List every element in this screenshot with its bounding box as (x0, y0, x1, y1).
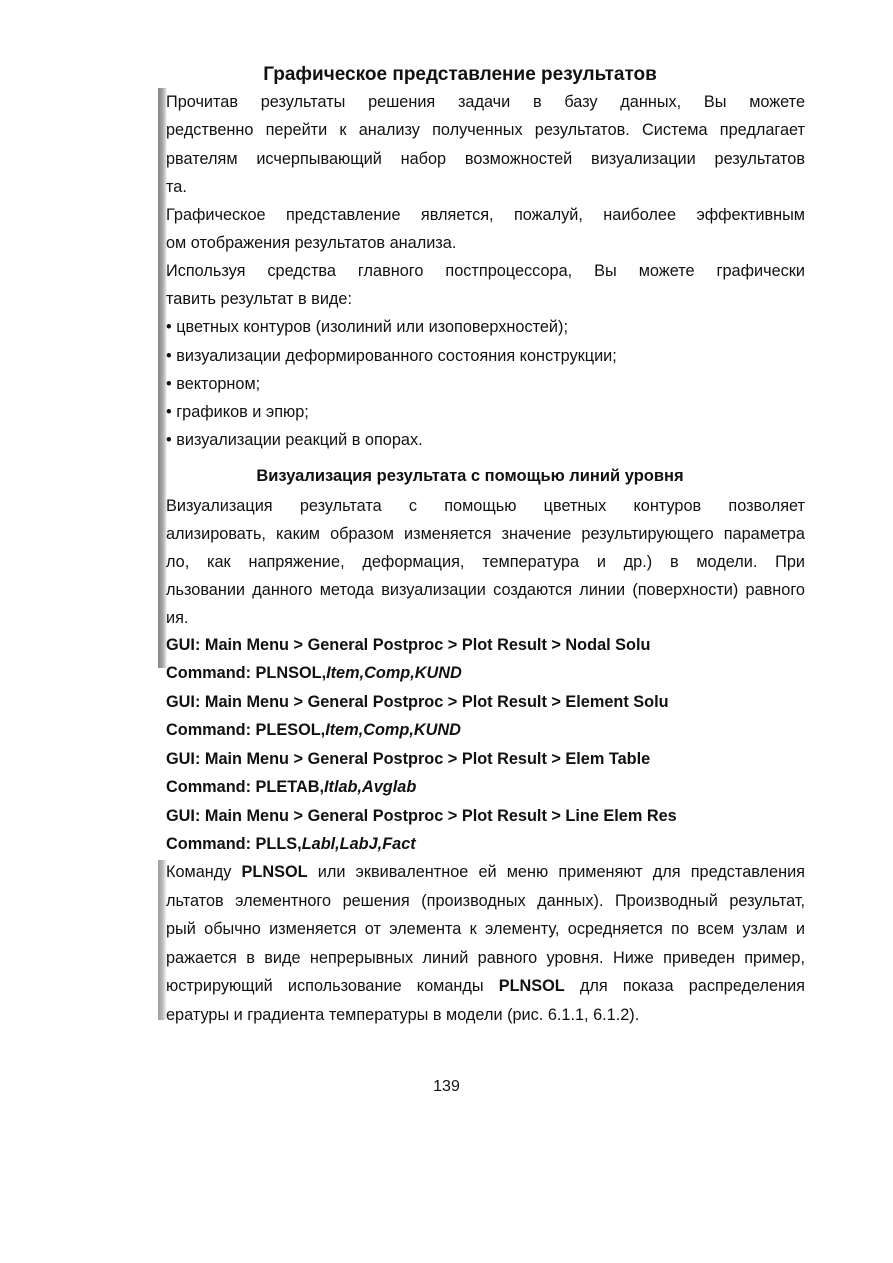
command-args: Item,Comp,KUND (325, 721, 461, 739)
paragraph-line: Графическое представление является, пожалуй, наиболее эффективным (166, 206, 805, 224)
list-item: • визуализации реакций в опорах. (166, 431, 423, 449)
command-args: Labl,LabJ,Fact (301, 835, 416, 853)
text-run: юстрирующий использование команды (166, 977, 499, 995)
scan-shadow-lower (158, 860, 167, 1020)
paragraph-line: льтатов элементного решения (производных данных). Производный результат, (166, 892, 805, 910)
command-line (166, 720, 805, 740)
command-args: Itlab,Avglab (324, 778, 417, 796)
command-line (166, 834, 805, 854)
list-item: • визуализации деформированного состояния конструкции; (166, 347, 617, 365)
paragraph-line: рый обычно изменяется от элемента к элементу, осредняется по всем узлам и (166, 920, 805, 938)
command-args: Item,Comp,KUND (326, 664, 462, 682)
paragraph-line: ло, как напряжение, деформация, температура и др.) в модели. При (166, 553, 805, 571)
paragraph-line: Прочитав результаты решения задачи в базу данных, Вы можете (166, 93, 805, 111)
gui-path: GUI: Main Menu > General Postproc > Plot Result > Elem Table (166, 750, 651, 768)
paragraph-line: ературы и градиента температуры в модели (рис. 6.1.1, 6.1.2). (166, 1006, 640, 1024)
command-name: Command: PLLS, (166, 835, 302, 853)
list-item: • графиков и эпюр; (166, 403, 309, 421)
text-run: или эквивалентное ей меню применяют для представления (307, 863, 805, 881)
paragraph-line: Визуализация результата с помощью цветных контуров позволяет (166, 497, 805, 515)
page-title: Графическое представление результатов (263, 64, 657, 85)
gui-path: GUI: Main Menu > General Postproc > Plot Result > Nodal Solu (166, 636, 651, 654)
command-ref: PLNSOL (498, 977, 565, 995)
paragraph-line: льзовании данного метода визуализации создаются линии (поверхности) равного (166, 581, 805, 599)
text-run: для показа распределения (564, 977, 805, 995)
paragraph-line (166, 976, 805, 996)
paragraph-line: ия. (166, 609, 189, 627)
gui-path: GUI: Main Menu > General Postproc > Plot Result > Element Solu (166, 693, 669, 711)
paragraph-line: ализировать, каким образом изменяется значение результирующего параметра (166, 525, 805, 543)
command-name: Command: PLETAB, (166, 778, 324, 796)
gui-path: GUI: Main Menu > General Postproc > Plot Result > Line Elem Res (166, 807, 677, 825)
paragraph-line: ражается в виде непрерывных линий равного уровня. Ниже приведен пример, (166, 949, 805, 967)
command-line (166, 777, 805, 797)
command-name: Command: PLESOL, (166, 721, 326, 739)
paragraph-line: ом отображения результатов анализа. (166, 234, 457, 252)
text-run: Команду (166, 863, 242, 881)
command-line (166, 663, 805, 683)
paragraph-line (166, 862, 805, 882)
list-item: • цветных контуров (изолиний или изоповерхностей); (166, 318, 568, 336)
list-item: • векторном; (166, 375, 261, 393)
section-title: Визуализация результата с помощью линий уровня (256, 467, 684, 485)
paragraph-line: рвателям исчерпывающий набор возможностей визуализации результатов (166, 150, 805, 168)
page-number: 139 (433, 1078, 460, 1095)
command-name: Command: PLNSOL, (166, 664, 327, 682)
paragraph-line: та. (166, 178, 187, 196)
command-ref: PLNSOL (241, 863, 308, 881)
paragraph-line: тавить результат в виде: (166, 290, 353, 308)
paragraph-line: Используя средства главного постпроцессора, Вы можете графически (166, 262, 805, 280)
paragraph-line: редственно перейти к анализу полученных результатов. Система предлагает (166, 121, 805, 139)
